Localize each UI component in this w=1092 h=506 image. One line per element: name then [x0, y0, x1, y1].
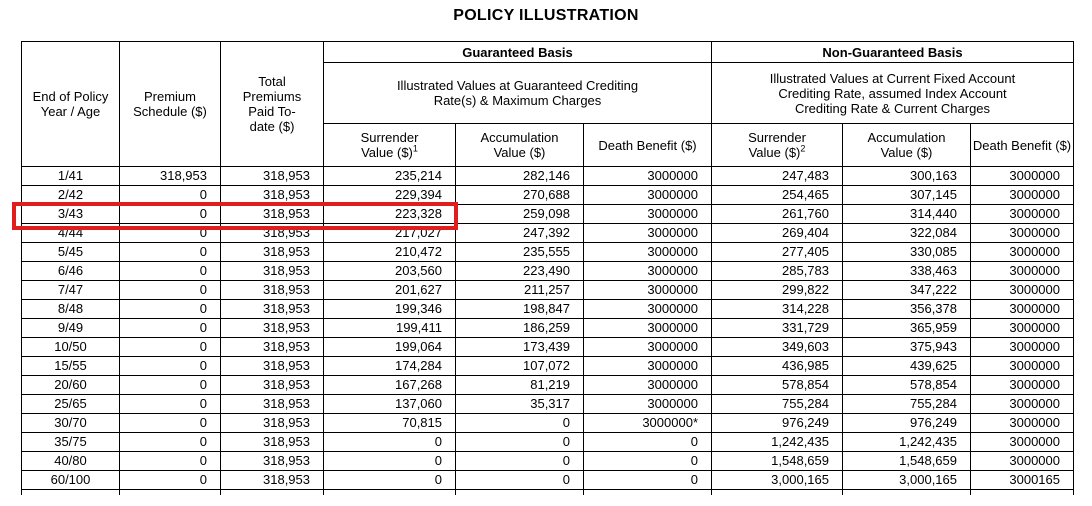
ng-surrender-value-cell: 314,228 [712, 300, 843, 319]
year-age-cell: 7/47 [22, 281, 120, 300]
table-row [22, 433, 1074, 452]
g-death-benefit-cell: 3000000 [584, 224, 712, 243]
ng-surrender-value-cell: 3,000,165 [712, 471, 843, 490]
ng-accumulation-value-cell: 347,222 [843, 281, 971, 300]
g-accumulation-value-cell: 211,257 [456, 281, 584, 300]
ng-death-benefit-cell: 3000000 [971, 224, 1074, 243]
g-surrender-value-cell: 199,411 [324, 319, 456, 338]
g-surrender-value-cell: 229,394 [324, 186, 456, 205]
g-death-benefit-cell: 3000000 [584, 376, 712, 395]
ng-accumulation-value-cell: 356,378 [843, 300, 971, 319]
ng-surrender-value-cell: 277,405 [712, 243, 843, 262]
year-age-cell: 6/46 [22, 262, 120, 281]
g-accumulation-value-cell: 107,072 [456, 357, 584, 376]
g-accumulation-value-cell: 270,688 [456, 186, 584, 205]
ng-accumulation-value-cell: 3,000,165 [843, 471, 971, 490]
ng-surrender-value-cell: 578,854 [712, 376, 843, 395]
year-age-cell: 30/70 [22, 414, 120, 433]
column-line-stub [324, 490, 456, 496]
premium-schedule-cell: 0 [120, 243, 221, 262]
ng-death-benefit-cell: 3000000 [971, 414, 1074, 433]
header-total-premiums [221, 42, 324, 167]
ng-death-benefit-cell: 3000000 [971, 395, 1074, 414]
ng-surrender-value-cell: 436,985 [712, 357, 843, 376]
table-body [22, 167, 1074, 496]
g-surrender-value-cell: 137,060 [324, 395, 456, 414]
header-ng-surrender-value-label: Surrender Value ($) [748, 130, 806, 160]
page-title: POLICY ILLUSTRATION [453, 7, 639, 24]
total-premiums-cell: 318,953 [221, 262, 324, 281]
g-surrender-value-cell: 201,627 [324, 281, 456, 300]
g-accumulation-value-cell: 0 [456, 452, 584, 471]
premium-schedule-cell: 0 [120, 224, 221, 243]
ng-death-benefit-cell: 3000000 [971, 186, 1074, 205]
year-age-cell: 9/49 [22, 319, 120, 338]
table-row [22, 414, 1074, 433]
ng-accumulation-value-cell: 330,085 [843, 243, 971, 262]
g-death-benefit-cell: 0 [584, 452, 712, 471]
ng-surrender-value-cell: 269,404 [712, 224, 843, 243]
header-g-accumulation-value [456, 124, 584, 167]
premium-schedule-cell: 0 [120, 186, 221, 205]
ng-surrender-value-cell: 247,483 [712, 167, 843, 186]
g-death-benefit-cell: 3000000 [584, 395, 712, 414]
ng-accumulation-value-cell: 1,242,435 [843, 433, 971, 452]
ng-accumulation-value-cell: 314,440 [843, 205, 971, 224]
year-age-cell: 35/75 [22, 433, 120, 452]
table-row [22, 262, 1074, 281]
ng-death-benefit-cell: 3000165 [971, 471, 1074, 490]
ng-surrender-value-cell: 261,760 [712, 205, 843, 224]
header-premium-schedule-label: Premium Schedule ($) [133, 89, 207, 119]
g-surrender-value-cell: 203,560 [324, 262, 456, 281]
g-accumulation-value-cell: 223,490 [456, 262, 584, 281]
ng-death-benefit-cell: 3000000 [971, 319, 1074, 338]
g-accumulation-value-cell: 198,847 [456, 300, 584, 319]
header-ng-surrender-value [712, 124, 843, 167]
premium-schedule-cell: 0 [120, 281, 221, 300]
year-age-cell: 8/48 [22, 300, 120, 319]
header-ng-death-benefit-label: Death Benefit ($) [972, 137, 1072, 153]
ng-death-benefit-cell: 3000000 [971, 281, 1074, 300]
column-line-stub [22, 490, 120, 496]
header-g-death-benefit [584, 124, 712, 167]
ng-surrender-value-cell: 1,242,435 [712, 433, 843, 452]
g-death-benefit-cell: 3000000 [584, 338, 712, 357]
g-death-benefit-cell: 3000000 [584, 167, 712, 186]
premium-schedule-cell: 0 [120, 376, 221, 395]
g-surrender-value-cell: 210,472 [324, 243, 456, 262]
ng-accumulation-value-cell: 300,163 [843, 167, 971, 186]
ng-death-benefit-cell: 3000000 [971, 433, 1074, 452]
ng-accumulation-value-cell: 976,249 [843, 414, 971, 433]
column-line-stub [843, 490, 971, 496]
column-line-stub-row [22, 490, 1074, 496]
g-surrender-value-cell: 235,214 [324, 167, 456, 186]
table-row [22, 205, 1074, 224]
ng-death-benefit-cell: 3000000 [971, 243, 1074, 262]
year-age-cell: 40/80 [22, 452, 120, 471]
g-surrender-value-cell: 174,284 [324, 357, 456, 376]
g-surrender-value-cell: 199,064 [324, 338, 456, 357]
year-age-cell: 15/55 [22, 357, 120, 376]
g-accumulation-value-cell: 282,146 [456, 167, 584, 186]
table-row [22, 224, 1074, 243]
ng-accumulation-value-cell: 578,854 [843, 376, 971, 395]
total-premiums-cell: 318,953 [221, 471, 324, 490]
ng-accumulation-value-cell: 307,145 [843, 186, 971, 205]
ng-death-benefit-cell: 3000000 [971, 300, 1074, 319]
ng-death-benefit-cell: 3000000 [971, 376, 1074, 395]
g-accumulation-value-cell: 259,098 [456, 205, 584, 224]
g-accumulation-value-cell: 0 [456, 433, 584, 452]
premium-schedule-cell: 318,953 [120, 167, 221, 186]
header-end-of-policy [22, 42, 120, 167]
total-premiums-cell: 318,953 [221, 433, 324, 452]
table-row [22, 376, 1074, 395]
header-non-guaranteed-subtitle-label: Illustrated Values at Current Fixed Account Crediting Rate, assumed Index Account Crediting Rate & Current Charges [769, 70, 1016, 116]
year-age-cell: 10/50 [22, 338, 120, 357]
header-guaranteed-basis: Guaranteed Basis [324, 42, 712, 63]
premium-schedule-cell: 0 [120, 471, 221, 490]
table-row [22, 395, 1074, 414]
header-g-surrender-value [324, 124, 456, 167]
year-age-cell: 25/65 [22, 395, 120, 414]
total-premiums-cell: 318,953 [221, 319, 324, 338]
ng-death-benefit-cell: 3000000 [971, 205, 1074, 224]
table-row [22, 243, 1074, 262]
header-g-death-benefit-label: Death Benefit ($) [598, 137, 697, 153]
table-row [22, 300, 1074, 319]
g-surrender-value-cell: 0 [324, 433, 456, 452]
g-death-benefit-cell: 0 [584, 433, 712, 452]
g-surrender-value-cell: 199,346 [324, 300, 456, 319]
header-g-surrender-footnote: 1 [412, 143, 418, 154]
ng-death-benefit-cell: 3000000 [971, 452, 1074, 471]
header-guaranteed-subtitle-label: Illustrated Values at Guaranteed Crediting Rate(s) & Maximum Charges [396, 78, 639, 108]
ng-death-benefit-cell: 3000000 [971, 338, 1074, 357]
ng-death-benefit-cell: 3000000 [971, 167, 1074, 186]
column-line-stub [120, 490, 221, 496]
premium-schedule-cell: 0 [120, 300, 221, 319]
column-line-stub [584, 490, 712, 496]
year-age-cell: 5/45 [22, 243, 120, 262]
g-death-benefit-cell: 3000000 [584, 186, 712, 205]
g-accumulation-value-cell: 0 [456, 471, 584, 490]
header-total-premiums-label: Total Premiums Paid To-date ($) [242, 74, 302, 134]
header-ng-accumulation-value [843, 124, 971, 167]
ng-accumulation-value-cell: 338,463 [843, 262, 971, 281]
ng-surrender-value-cell: 285,783 [712, 262, 843, 281]
column-line-stub [221, 490, 324, 496]
g-death-benefit-cell: 3000000 [584, 205, 712, 224]
ng-surrender-value-cell: 976,249 [712, 414, 843, 433]
header-premium-schedule [120, 42, 221, 167]
header-guaranteed-subtitle [324, 63, 712, 124]
total-premiums-cell: 318,953 [221, 281, 324, 300]
column-line-stub [712, 490, 843, 496]
g-death-benefit-cell: 3000000 [584, 281, 712, 300]
total-premiums-cell: 318,953 [221, 414, 324, 433]
ng-surrender-value-cell: 331,729 [712, 319, 843, 338]
table-row [22, 281, 1074, 300]
g-accumulation-value-cell: 235,555 [456, 243, 584, 262]
g-surrender-value-cell: 217,027 [324, 224, 456, 243]
total-premiums-cell: 318,953 [221, 338, 324, 357]
total-premiums-cell: 318,953 [221, 205, 324, 224]
ng-accumulation-value-cell: 755,284 [843, 395, 971, 414]
premium-schedule-cell: 0 [120, 452, 221, 471]
table-row [22, 167, 1074, 186]
year-age-cell: 2/42 [22, 186, 120, 205]
total-premiums-cell: 318,953 [221, 357, 324, 376]
header-ng-death-benefit [971, 124, 1074, 167]
premium-schedule-cell: 0 [120, 319, 221, 338]
table-row [22, 186, 1074, 205]
header-non-guaranteed-subtitle [712, 63, 1074, 124]
year-age-cell: 20/60 [22, 376, 120, 395]
header-g-surrender-value-label: Surrender Value ($) [360, 130, 419, 160]
premium-schedule-cell: 0 [120, 357, 221, 376]
g-accumulation-value-cell: 173,439 [456, 338, 584, 357]
column-line-stub [971, 490, 1074, 496]
ng-accumulation-value-cell: 322,084 [843, 224, 971, 243]
total-premiums-cell: 318,953 [221, 300, 324, 319]
g-death-benefit-cell: 3000000 [584, 319, 712, 338]
g-death-benefit-cell: 3000000 [584, 300, 712, 319]
premium-schedule-cell: 0 [120, 205, 221, 224]
ng-surrender-value-cell: 349,603 [712, 338, 843, 357]
g-accumulation-value-cell: 0 [456, 414, 584, 433]
table-row [22, 338, 1074, 357]
g-accumulation-value-cell: 35,317 [456, 395, 584, 414]
header-non-guaranteed-basis: Non-Guaranteed Basis [712, 42, 1074, 63]
total-premiums-cell: 318,953 [221, 167, 324, 186]
g-death-benefit-cell: 3000000 [584, 243, 712, 262]
premium-schedule-cell: 0 [120, 414, 221, 433]
total-premiums-cell: 318,953 [221, 376, 324, 395]
header-group-row [22, 42, 1074, 63]
total-premiums-cell: 318,953 [221, 452, 324, 471]
column-line-stub [456, 490, 584, 496]
table-row [22, 471, 1074, 490]
g-accumulation-value-cell: 81,219 [456, 376, 584, 395]
total-premiums-cell: 318,953 [221, 186, 324, 205]
ng-surrender-value-cell: 755,284 [712, 395, 843, 414]
ng-surrender-value-cell: 299,822 [712, 281, 843, 300]
ng-death-benefit-cell: 3000000 [971, 262, 1074, 281]
year-age-cell: 3/43 [22, 205, 120, 224]
ng-accumulation-value-cell: 1,548,659 [843, 452, 971, 471]
g-death-benefit-cell: 0 [584, 471, 712, 490]
header-ng-surrender-footnote: 2 [800, 143, 806, 154]
premium-schedule-cell: 0 [120, 338, 221, 357]
g-surrender-value-cell: 0 [324, 471, 456, 490]
policy-illustration-table [21, 41, 1074, 495]
g-accumulation-value-cell: 247,392 [456, 224, 584, 243]
g-death-benefit-cell: 3000000* [584, 414, 712, 433]
premium-schedule-cell: 0 [120, 433, 221, 452]
ng-accumulation-value-cell: 365,959 [843, 319, 971, 338]
year-age-cell: 1/41 [22, 167, 120, 186]
ng-accumulation-value-cell: 439,625 [843, 357, 971, 376]
table-row [22, 357, 1074, 376]
ng-accumulation-value-cell: 375,943 [843, 338, 971, 357]
header-ng-accumulation-value-label: Accumulation Value ($) [867, 130, 946, 160]
g-surrender-value-cell: 0 [324, 452, 456, 471]
g-surrender-value-cell: 70,815 [324, 414, 456, 433]
table-row [22, 452, 1074, 471]
g-surrender-value-cell: 223,328 [324, 205, 456, 224]
total-premiums-cell: 318,953 [221, 243, 324, 262]
g-death-benefit-cell: 3000000 [584, 357, 712, 376]
premium-schedule-cell: 0 [120, 395, 221, 414]
g-surrender-value-cell: 167,268 [324, 376, 456, 395]
total-premiums-cell: 318,953 [221, 395, 324, 414]
g-death-benefit-cell: 3000000 [584, 262, 712, 281]
header-g-accumulation-value-label: Accumulation Value ($) [480, 130, 559, 160]
ng-surrender-value-cell: 254,465 [712, 186, 843, 205]
year-age-cell: 4/44 [22, 224, 120, 243]
header-end-of-policy-label: End of Policy Year / Age [32, 89, 109, 119]
total-premiums-cell: 318,953 [221, 224, 324, 243]
ng-surrender-value-cell: 1,548,659 [712, 452, 843, 471]
ng-death-benefit-cell: 3000000 [971, 357, 1074, 376]
year-age-cell: 60/100 [22, 471, 120, 490]
g-accumulation-value-cell: 186,259 [456, 319, 584, 338]
table-row [22, 319, 1074, 338]
premium-schedule-cell: 0 [120, 262, 221, 281]
